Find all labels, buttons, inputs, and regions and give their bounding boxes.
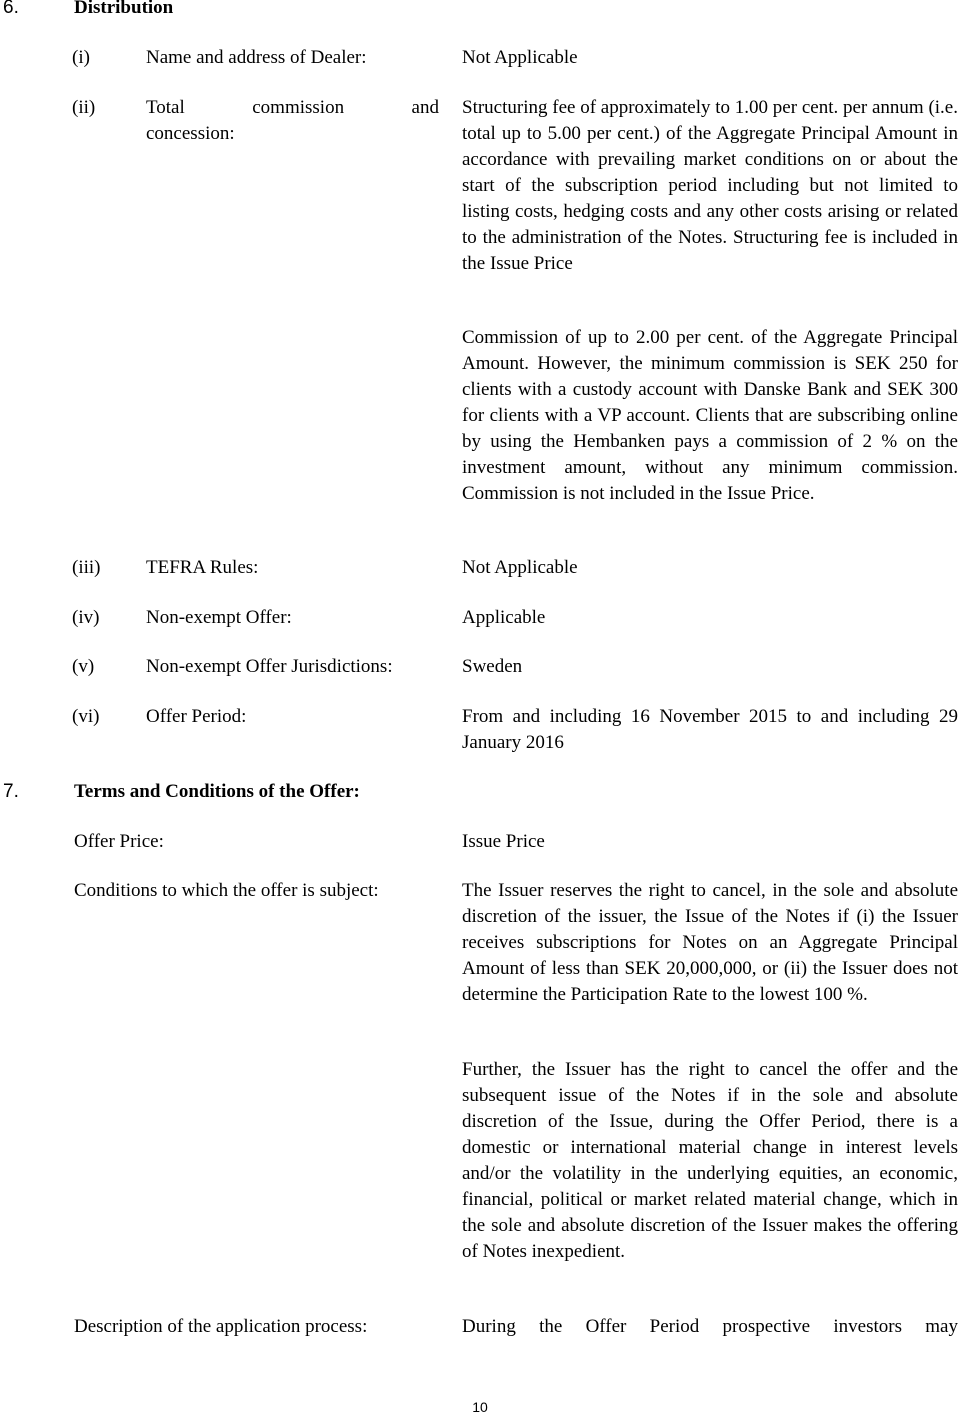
section-7-number: 7. [3, 781, 19, 802]
item-ii-number: (ii) [72, 97, 96, 118]
page-number: 10 [472, 1399, 488, 1415]
item-v-label: Non-exempt Offer Jurisdictions: [146, 656, 393, 677]
item-i-number: (i) [72, 47, 90, 68]
item-ii-label [146, 95, 439, 147]
item-v-value: Sweden [462, 656, 523, 677]
item-v-number: (v) [72, 656, 95, 677]
item-ii-label-line1: Total commission and [146, 97, 439, 118]
item-iv-number: (iv) [72, 607, 100, 628]
item-i-label: Name and address of Dealer: [146, 47, 367, 68]
offer-price-label: Offer Price: [74, 831, 164, 852]
item-iv-label: Non-exempt Offer: [146, 607, 292, 628]
item-i-value: Not Applicable [462, 47, 578, 68]
item-iii-label: TEFRA Rules: [146, 557, 259, 578]
item-iii-value: Not Applicable [462, 557, 578, 578]
item-ii-value-structuring: Structuring fee of approximately to 1.00 per cent. per annum (i.e. total up to 5.00 per cent.) of the Aggregate Principal Amount in accordance with prevailing market conditions on or about the start of the subscription period including but not limited to listing costs, hedging costs and any other costs arising or related to the administration of the Notes. Structuring fee is included in the Issue Price [462, 97, 958, 274]
item-iv-value: Applicable [462, 607, 546, 628]
application-process-value: During the Offer Period prospective investors may [462, 1316, 958, 1337]
item-vi-value: From and including 16 November 2015 to and including 29 January 2016 [462, 706, 958, 753]
conditions-label: Conditions to which the offer is subject: [74, 880, 379, 901]
conditions-value-cancel: The Issuer reserves the right to cancel, in the sole and absolute discretion of the issuer, the Issue of the Notes if (i) the Issuer receives subscriptions for Notes on an Aggregate Principal Amount of less than SEK 20,000,000, or (ii) the Issuer does not determine the Participation Rate to the lowest 100 %. [462, 880, 958, 1005]
section-6-number: 6. [3, 0, 19, 18]
conditions-value-further: Further, the Issuer has the right to cancel the offer and the subsequent issue of the Notes if in the sole and absolute discretion of the Issue, during the Offer Period, there is a domestic or international material change in interest levels and/or the volatility in the underlying equities, an economic, financial, political or market related material change, which in the sole and absolute discretion of the Issuer makes the offering of Notes inexpedient. [462, 1059, 958, 1262]
section-6-title: Distribution [74, 0, 174, 18]
item-iii-number: (iii) [72, 557, 101, 578]
item-ii-value-commission: Commission of up to 2.00 per cent. of the Aggregate Principal Amount. However, the minimum commission is SEK 250 for clients with a custody account with Danske Bank and SEK 300 for clients with a VP account. Clients that are subscribing online by using the Hembanken pays a commission of 2 % on the investment amount, without any minimum commission. Commission is not included in the Issue Price. [462, 327, 958, 504]
application-process-label: Description of the application process: [74, 1316, 368, 1337]
section-7-title: Terms and Conditions of the Offer: [74, 781, 360, 802]
item-vi-label: Offer Period: [146, 706, 247, 727]
item-ii-label-line2: concession: [146, 123, 235, 144]
item-vi-number: (vi) [72, 706, 100, 727]
offer-price-value: Issue Price [462, 831, 545, 852]
